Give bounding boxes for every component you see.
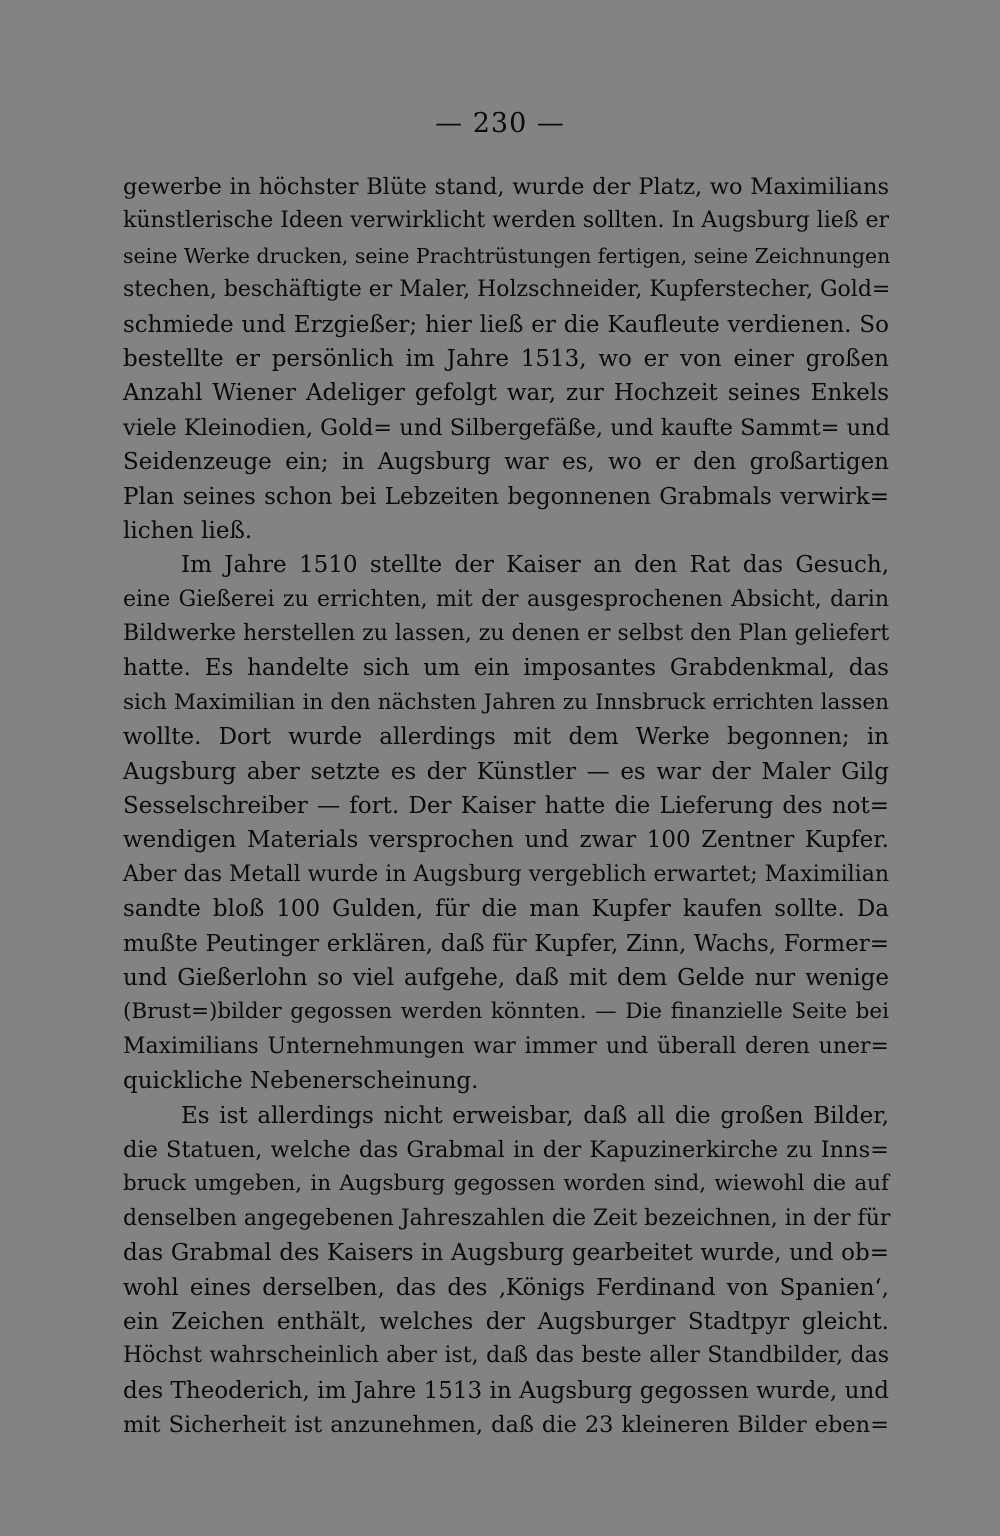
text-line: gewerbe in höchster Blüte stand, wurde der Platz, wo Maximilians <box>123 174 889 200</box>
text-line: wollte. Dort wurde allerdings mit dem Werke begonnen; in <box>123 724 889 751</box>
text-line: des Theoderich, im Jahre 1513 in Augsburg gegossen wurde, und <box>123 1377 889 1404</box>
text-line: hatte. Es handelte sich um ein imposantes Grabdenkmal, das <box>123 655 889 682</box>
text-line: Anzahl Wiener Adeliger gefolgt war, zur Hochzeit seines Enkels <box>123 380 889 407</box>
text-line: Es ist allerdings nicht erweisbar, daß all die großen Bilder, <box>181 1102 889 1129</box>
text-line: Im Jahre 1510 stellte der Kaiser an den Rat das Gesuch, <box>181 552 889 579</box>
text-line: Höchst wahrscheinlich aber ist, daß das beste aller Standbilder, das <box>123 1343 889 1369</box>
text-line: Aber das Metall wurde in Augsburg vergeblich erwartet; Maximilian <box>123 861 889 887</box>
text-line: ein Zeichen enthält, welches der Augsburger Stadtpyr gleicht. <box>123 1308 889 1335</box>
text-line: stechen, beschäftigte er Maler, Holzschneider, Kupferstecher, Gold= <box>123 277 891 303</box>
text-line: eine Gießerei zu errichten, mit der ausgesprochenen Absicht, darin <box>123 586 889 612</box>
text-line: quickliche Nebenerscheinung. <box>123 1068 479 1095</box>
text-line: und Gießerlohn so viel aufgehe, daß mit dem Gelde nur wenige <box>123 964 889 991</box>
text-line: Seidenzeuge ein; in Augsburg war es, wo er den großartigen <box>123 449 889 476</box>
text-line: mit Sicherheit ist anzunehmen, daß die 23 kleineren Bilder eben= <box>123 1412 889 1439</box>
text-line: sandte bloß 100 Gulden, für die man Kupfer kaufen sollte. Da <box>123 896 889 923</box>
text-line: Plan seines schon bei Lebzeiten begonnenen Grabmals verwirk= <box>123 483 889 510</box>
text-line: die Statuen, welche das Grabmal in der Kapuzinerkirche zu Inns= <box>123 1136 889 1163</box>
text-line: lichen ließ. <box>123 517 253 544</box>
text-line: das Grabmal des Kaisers in Augsburg gearbeitet wurde, und ob= <box>123 1240 889 1267</box>
text-line: schmiede und Erzgießer; hier ließ er die Kaufleute verdienen. So <box>123 311 889 338</box>
text-line: Bildwerke herstellen zu lassen, zu denen er selbst den Plan geliefert <box>123 621 890 647</box>
text-line: Maximilians Unternehmungen war immer und überall deren uner= <box>123 1033 889 1059</box>
text-line: seine Werke drucken, seine Prachtrüstungen fertigen, seine Zeichnungen <box>123 243 891 268</box>
text-line: wendigen Materials versprochen und zwar 100 Zentner Kupfer. <box>123 827 889 854</box>
text-line: sich Maximilian in den nächsten Jahren zu Innsbruck errichten lassen <box>123 689 889 715</box>
text-line: mußte Peutinger erklären, daß für Kupfer, Zinn, Wachs, Former= <box>123 930 889 957</box>
text-line: Sesselschreiber — fort. Der Kaiser hatte die Lieferung des not= <box>123 793 889 820</box>
text-line: künstlerische Ideen verwirklicht werden sollten. In Augsburg ließ er <box>123 208 889 234</box>
body-text <box>123 170 889 1442</box>
text-line: bruck umgeben, in Augsburg gegossen worden sind, wiewohl die auf <box>123 1171 889 1197</box>
text-line: denselben angegebenen Jahreszahlen die Zeit bezeichnen, in der für <box>123 1205 891 1231</box>
text-line: viele Kleinodien, Gold= und Silbergefäße, und kaufte Sammt= und <box>123 414 891 441</box>
text-line: (Brust=)bilder gegossen werden könnten. — Die finanzielle Seite bei <box>123 999 889 1025</box>
text-line: bestellte er persönlich im Jahre 1513, wo er von einer großen <box>123 345 889 372</box>
page-number: — 230 — <box>435 108 565 139</box>
text-line: Augsburg aber setzte es der Künstler — es war der Maler Gilg <box>123 758 889 785</box>
text-line: wohl eines derselben, das des ‚Königs Ferdinand von Spanien‘, <box>123 1274 889 1301</box>
